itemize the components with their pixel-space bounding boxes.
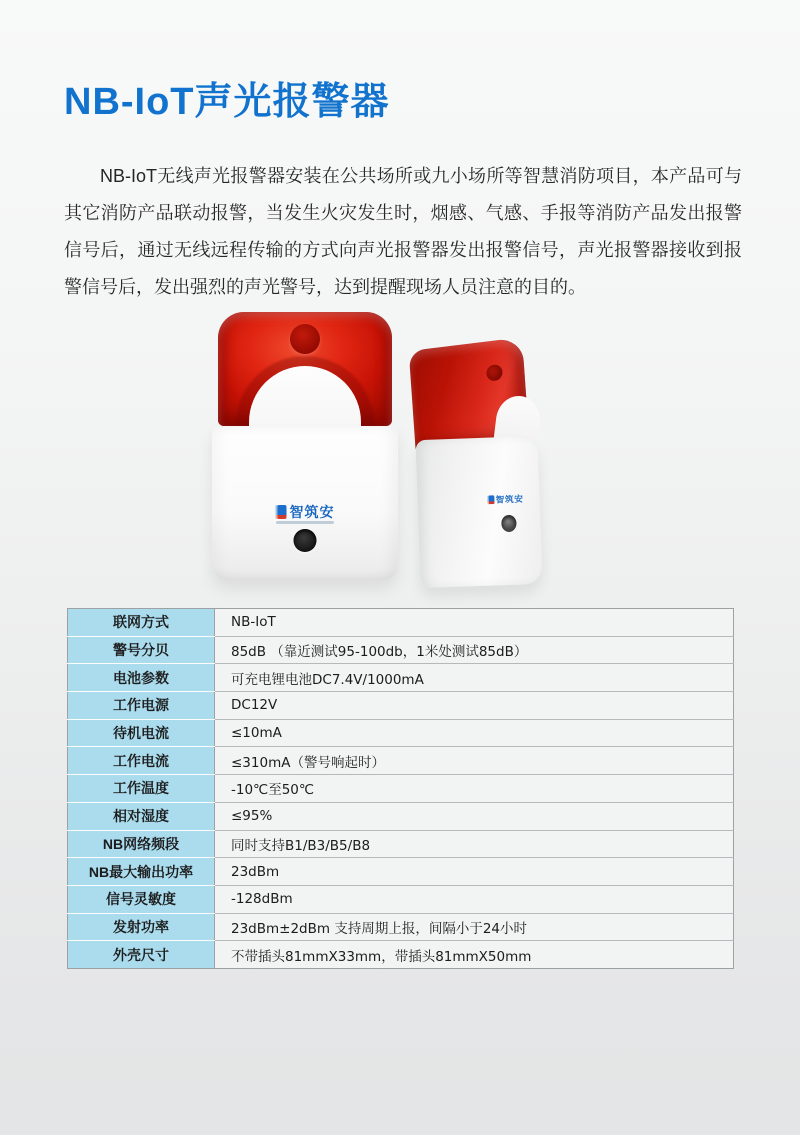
spec-value: 同时支持B1/B3/B5/B8: [215, 830, 734, 858]
brand-tagline: [276, 521, 334, 524]
product-photo: [190, 300, 610, 600]
spec-value: DC12V: [215, 692, 734, 720]
cap-mount-hole-side: [486, 364, 503, 382]
spec-row: [68, 941, 734, 969]
spec-row: [68, 885, 734, 913]
spec-value: ≤10mA: [215, 719, 734, 747]
spec-row: [68, 913, 734, 941]
spec-label: 待机电流: [68, 719, 215, 747]
spec-label: 联网方式: [68, 609, 215, 637]
spec-row: [68, 775, 734, 803]
screw-hole-side: [501, 515, 517, 533]
spec-value: ≤95%: [215, 802, 734, 830]
spec-value: NB-IoT: [215, 609, 734, 637]
brand-logo-text: 智筑安: [289, 504, 335, 520]
cap-mount-hole-front: [290, 324, 320, 354]
page-title: NB-IoT声光报警器: [64, 81, 390, 123]
brand-logo-text: 智筑安: [495, 493, 524, 505]
product-description: NB-IoT无线声光报警器安装在公共场所或九小场所等智慧消防项目，本产品可与其它消防产品联动报警，当发生火灾发生时，烟感、气感、手报等消防产品发出报警信号后，通过无线远程传输的方式向声光报警器发出报警信号，声光报警器接收到报警信号后，发出强烈的声光警号，达到提醒现场人员注意的目的。: [64, 166, 742, 297]
spec-value: -128dBm: [215, 885, 734, 913]
device-body-side: [415, 436, 542, 588]
spec-label: 外壳尺寸: [68, 941, 215, 969]
spec-label: 信号灵敏度: [68, 885, 215, 913]
spec-row: [68, 609, 734, 637]
spec-value: 不带插头81mmX33mm，带插头81mmX50mm: [215, 941, 734, 969]
spec-label: NB最大输出功率: [68, 858, 215, 886]
spec-row: [68, 664, 734, 692]
spec-row: [68, 858, 734, 886]
brand-logo: [276, 502, 335, 522]
spec-value: 23dBm±2dBm 支持周期上报，间隔小于24小时: [215, 913, 734, 941]
device-body-front: [212, 426, 398, 580]
spec-row: [68, 747, 734, 775]
brand-logo-icon: [487, 495, 494, 504]
spec-table-body: [68, 609, 734, 969]
spec-row: [68, 719, 734, 747]
spec-value: 23dBm: [215, 858, 734, 886]
spec-row: [68, 802, 734, 830]
spec-table: [67, 608, 734, 969]
spec-row: [68, 636, 734, 664]
spec-row: [68, 692, 734, 720]
brand-logo-icon: [276, 505, 287, 519]
alarm-device-side: [412, 340, 544, 585]
spec-value: -10℃至50℃: [215, 775, 734, 803]
spec-label: 相对湿度: [68, 802, 215, 830]
spec-label: 电池参数: [68, 664, 215, 692]
brand-logo-side: [487, 492, 523, 506]
spec-row: [68, 830, 734, 858]
spec-label: 工作温度: [68, 775, 215, 803]
spec-label: 发射功率: [68, 913, 215, 941]
spec-value: ≤310mA（警号响起时）: [215, 747, 734, 775]
spec-label: 警号分贝: [68, 636, 215, 664]
spec-value: 可充电锂电池DC7.4V/1000mA: [215, 664, 734, 692]
spec-value: 85dB （靠近测试95-100db，1米处测试85dB）: [215, 636, 734, 664]
spec-label: 工作电流: [68, 747, 215, 775]
spec-label: 工作电源: [68, 692, 215, 720]
screw-hole-front: [294, 529, 317, 552]
spec-label: NB网络频段: [68, 830, 215, 858]
alarm-device-front: [212, 310, 398, 580]
